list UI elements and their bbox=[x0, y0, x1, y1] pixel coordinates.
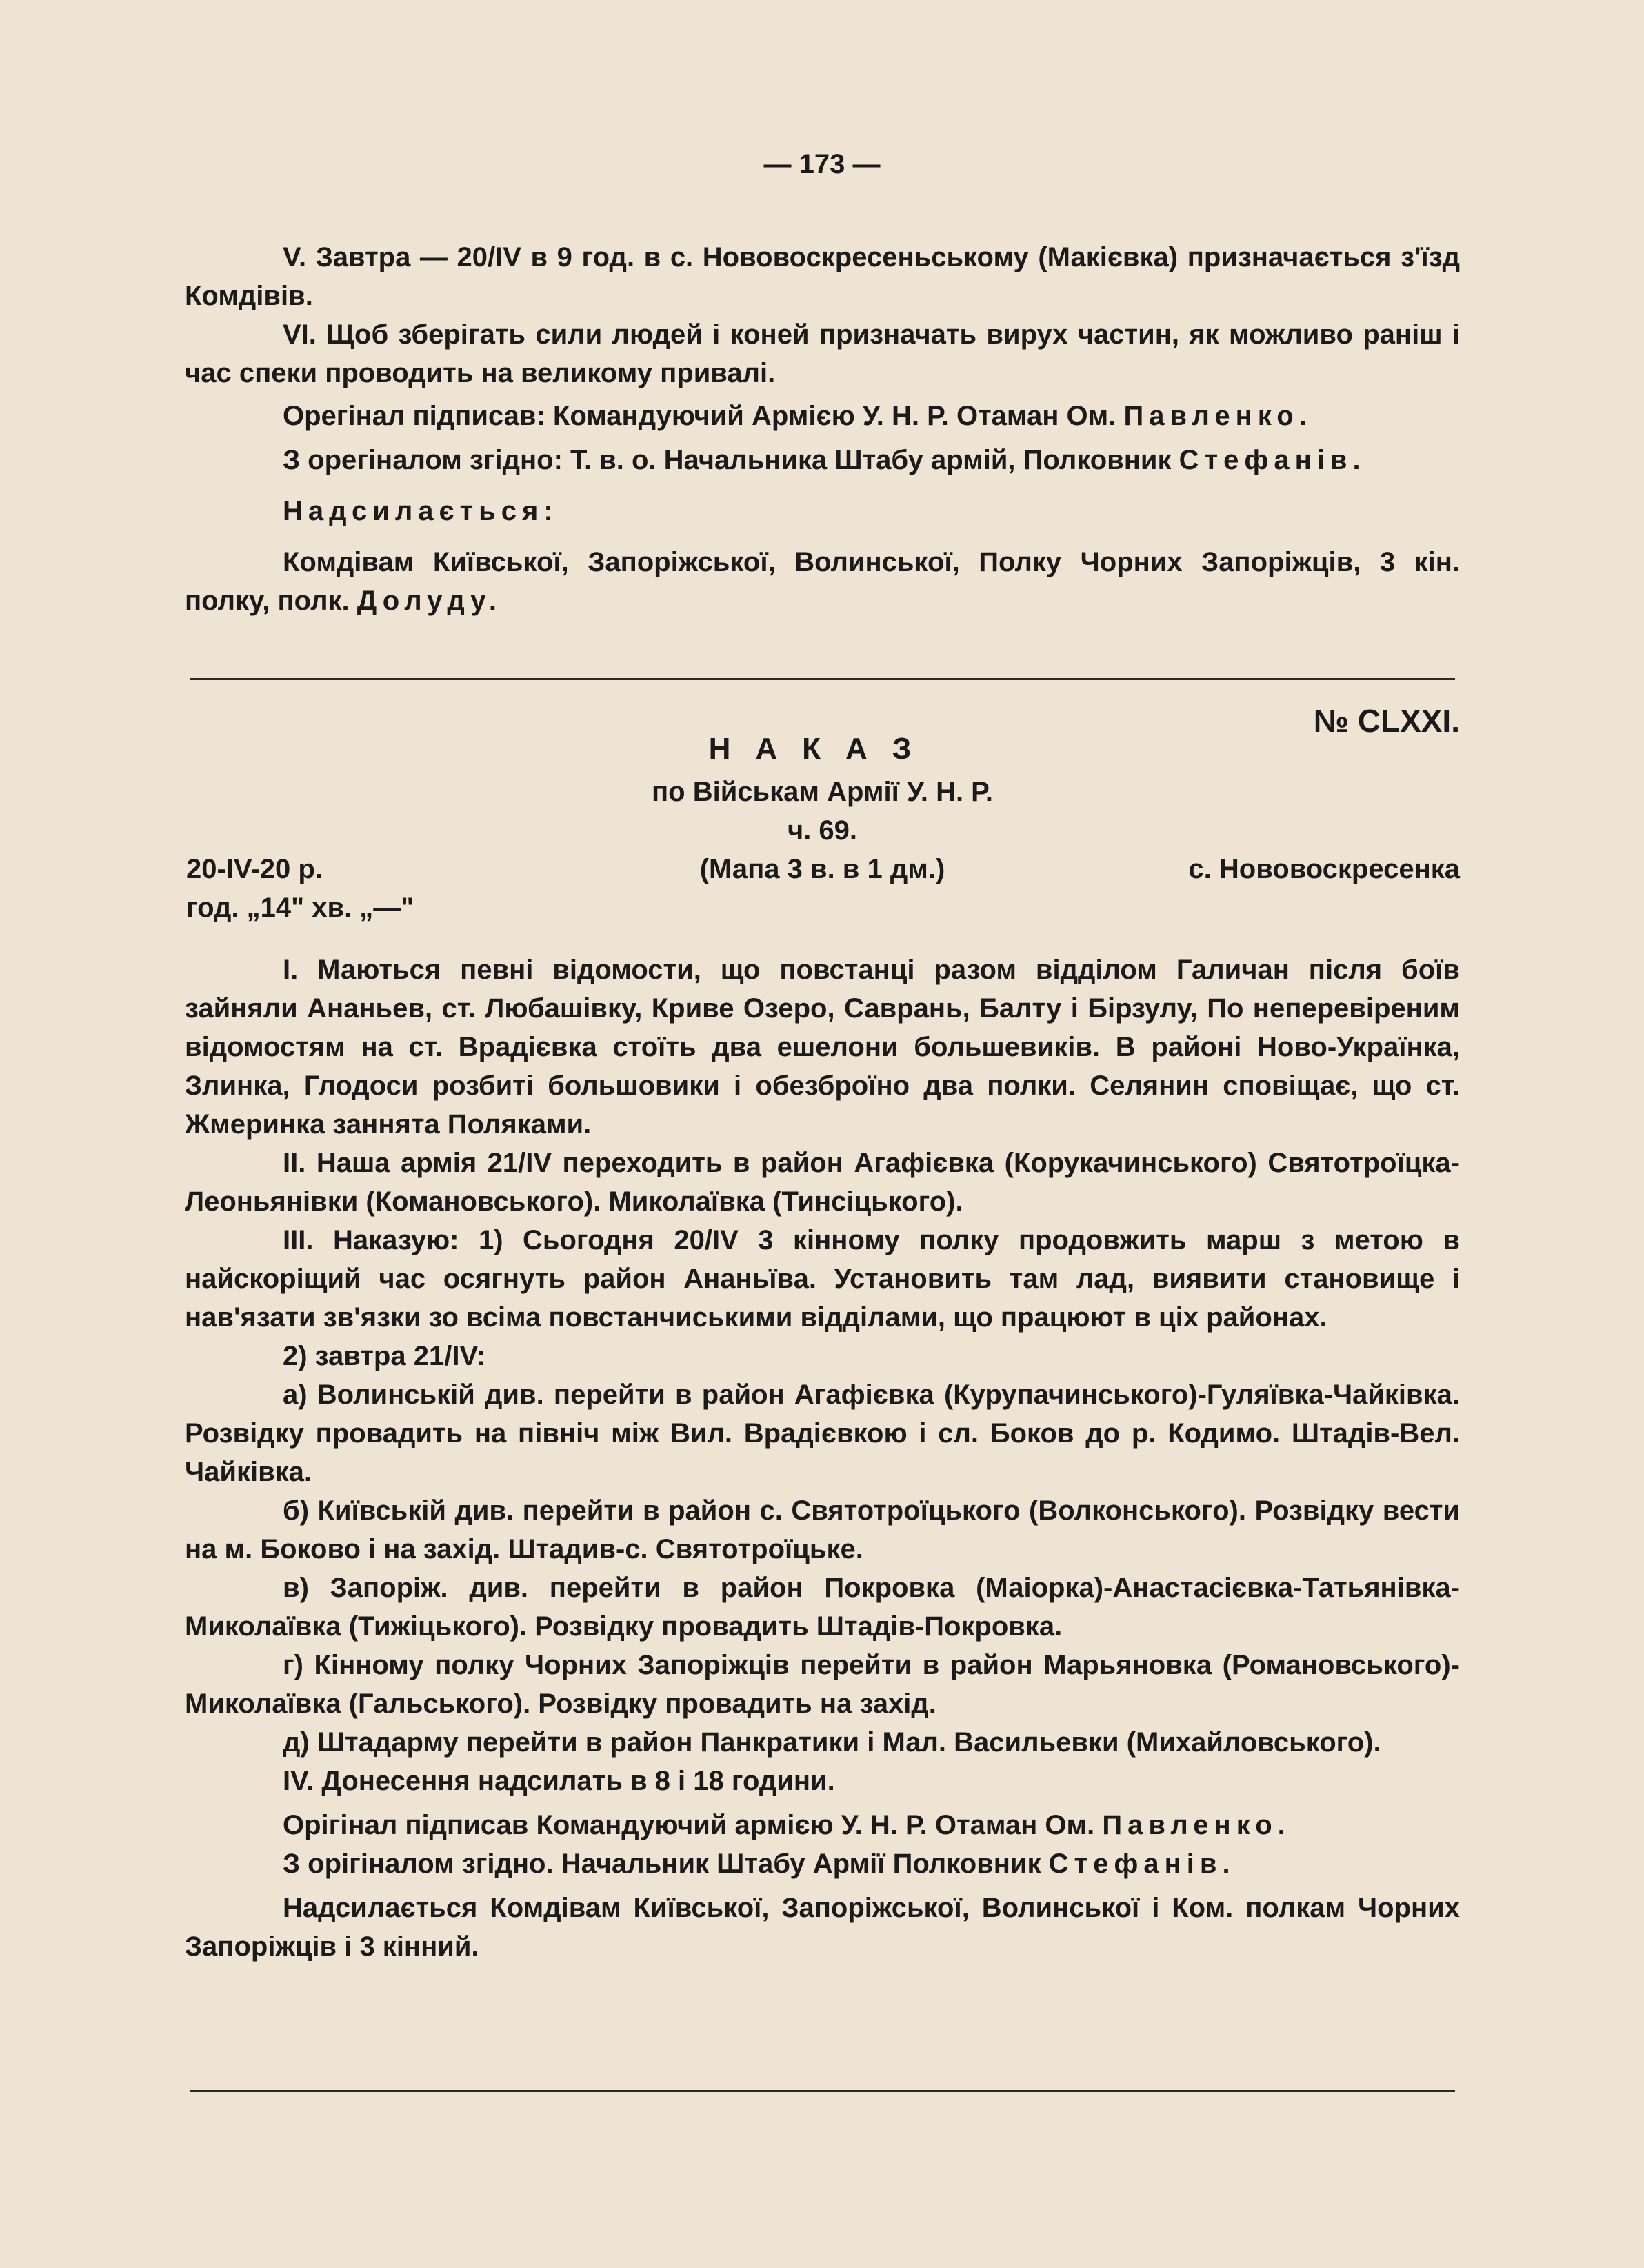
order-number: № CLXXI. bbox=[1313, 703, 1460, 739]
order-part: ч. 69. bbox=[787, 815, 858, 846]
signatory-name: Павленко. bbox=[1123, 401, 1312, 431]
item-d: д) Штадарму перейти в район Панкратики і Мал. Васильевки (Михайловського). bbox=[283, 1727, 1381, 1758]
chief-of-staff-name: Стефанів. bbox=[1179, 445, 1366, 475]
paragraph-vi: VI. Щоб зберігать сили людей і коней призначать вирух частин, як можливо раніш і час спеки проводить на великому привалі. bbox=[185, 319, 1460, 388]
divider-top bbox=[190, 678, 1455, 680]
item-g: г) Кінному полку Чорних Запоріжців перейти в район Марьяновка (Романовського)-Миколаївка (Гальського). Розвідку провадить на захід. bbox=[185, 1650, 1460, 1719]
signature-copy-2: З орігіналом згідно. Начальник Штабу Армії Полковник Стефанів. bbox=[283, 1849, 1236, 1879]
chief-of-staff-name-2: Стефанів. bbox=[1048, 1849, 1236, 1879]
order-title: НАКАЗ bbox=[708, 732, 936, 766]
signatory-name-2: Павленко. bbox=[1102, 1810, 1291, 1840]
paragraph-tomorrow: 2) завтра 21/IV: bbox=[283, 1341, 486, 1371]
recipient-name: Долуду. bbox=[357, 586, 503, 616]
order-map: (Мапа 3 в. в 1 дм.) bbox=[699, 854, 945, 884]
item-a: а) Волинській див. перейти в район Агафієвка (Курупачинського)-Гуляївка-Чайківка. Розвідку провадить на північ між Вил. Врадієвкою і сл. Боков до р. Кодимо. Штадів-Вел. Чайківка. bbox=[185, 1380, 1460, 1487]
top-section bbox=[185, 238, 1460, 620]
paragraph-ii: II. Наша армія 21/IV переходить в район Агафієвка (Корукачинського) Святотроїцка-Леоньянівки (Комановського). Миколаївка (Тинсіцького). bbox=[185, 1148, 1460, 1217]
order-body bbox=[185, 951, 1460, 1966]
distribution-label: Надсилається: bbox=[283, 496, 559, 526]
item-v: в) Запоріж. див. перейти в район Покровка (Маіорка)-Анастасієвка-Татьянівка-Миколаївка (Тижіцького). Розвідку провадить Штадів-Покровка. bbox=[185, 1573, 1460, 1642]
paragraph-i: I. Маються певні відомости, що повстанці разом відділом Галичан після боїв зайняли Ананьев, ст. Любашівку, Криве Озеро, Саврань, Балту і Бірзулу, По неперевіреним відомостям на ст. Врадієвка стоїть два ешелони большевиків. В районі Ново-Українка, Злинка, Глодоси розбиті большовики і обезброїно два полки. Селянин сповіщає, що ст. Жмеринка заннята Поляками. bbox=[185, 955, 1460, 1140]
distribution-list: Комдівам Київської, Запоріжської, Волинської, Полку Чорних Запоріжців, 3 кін. полку, полк. Долуду. bbox=[185, 547, 1460, 616]
order-subtitle: по Військам Армії У. Н. Р. bbox=[652, 777, 993, 807]
divider-bottom bbox=[190, 2090, 1455, 2092]
signature-copy: З орегіналом згідно: Т. в. о. Начальника Штабу армій, Полковник Стефанів. bbox=[283, 445, 1366, 475]
order-date: 20-IV-20 р. bbox=[186, 854, 323, 884]
order-time: год. „14" хв. „—" bbox=[186, 893, 414, 923]
paragraph-iv: IV. Донесення надсилать в 8 і 18 години. bbox=[283, 1766, 835, 1796]
page-number: — 173 — bbox=[763, 149, 881, 179]
order-place: с. Нововоскресенка bbox=[1188, 854, 1460, 884]
distribution-list-2: Надсилається Комдівам Київської, Запоріжської, Волинської і Ком. полкам Чорних Запоріжців і 3 кінний. bbox=[185, 1893, 1460, 1962]
paragraph-iii: III. Наказую: 1) Сьогодня 20/IV 3 кінному полку продовжить марш з метою в найскоріщий час осягнуть район Ананьїва. Установить там лад, виявити становище і нав'язати зв'язки зо всіма повстанчиськими відділами, що працюют в ціх районах. bbox=[185, 1225, 1460, 1333]
signature-original: Орегінал підписав: Командуючий Армією У. Н. Р. Отаман Ом. Павленко. bbox=[283, 401, 1312, 431]
paragraph-v: V. Завтра — 20/IV в 9 год. в с. Нововоскресеньському (Макієвка) призначається з'їзд Комдівів. bbox=[185, 242, 1460, 311]
signature-original-2: Орігінал підписав Командуючий армією У. Н. Р. Отаман Ом. Павленко. bbox=[283, 1810, 1291, 1840]
item-b: б) Київській див. перейти в район с. Святотроїцького (Волконського). Розвідку вести на м. Боково і на захід. Штадив-с. Святотроїцьке. bbox=[185, 1495, 1460, 1564]
